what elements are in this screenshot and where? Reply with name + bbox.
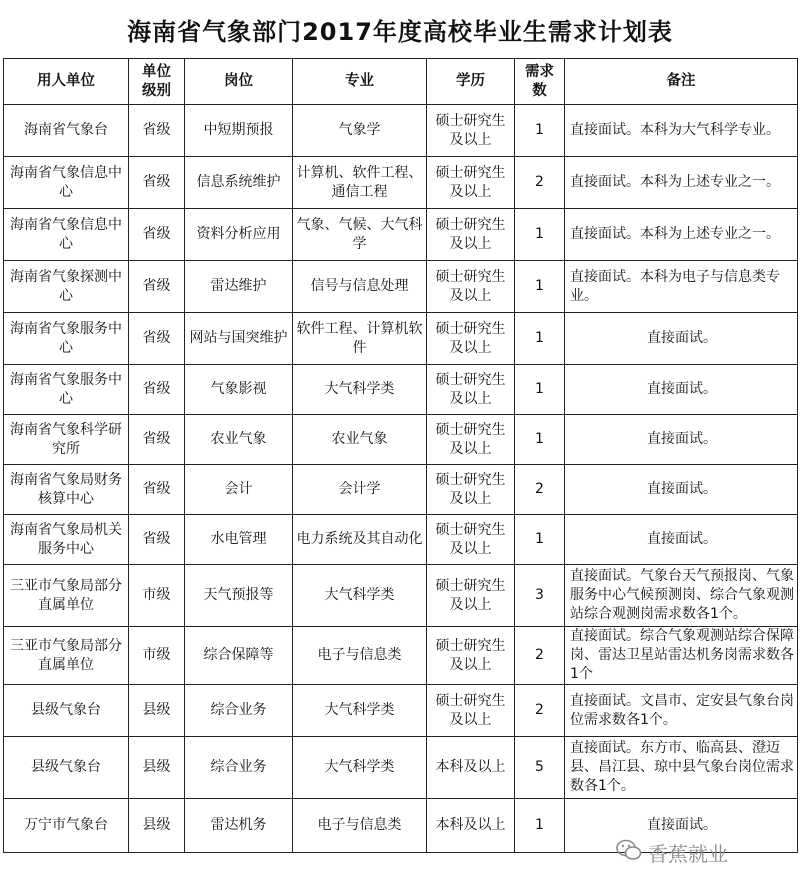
cell-post: 雷达维护 [185, 261, 293, 313]
cell-level: 省级 [129, 157, 185, 209]
cell-unit: 海南省气象局机关服务中心 [4, 515, 129, 565]
cell-unit: 海南省气象信息中心 [4, 209, 129, 261]
cell-notes: 直接面试。气象台天气预报岗、气象服务中心气候预测岗、综合气象观测站综合观测岗需求数各1个。 [565, 565, 798, 627]
cell-unit: 三亚市气象局部分直属单位 [4, 565, 129, 627]
cell-unit: 海南省气象信息中心 [4, 157, 129, 209]
header-post: 岗位 [185, 59, 293, 105]
cell-notes: 直接面试。本科为大气科学专业。 [565, 105, 798, 157]
cell-notes: 直接面试。 [565, 415, 798, 465]
cell-education: 硕士研究生及以上 [427, 157, 515, 209]
table-row [4, 627, 798, 685]
cell-major: 大气科学类 [293, 685, 427, 737]
cell-notes: 直接面试。 [565, 515, 798, 565]
cell-major: 计算机、软件工程、通信工程 [293, 157, 427, 209]
cell-unit: 海南省气象科学研究所 [4, 415, 129, 465]
cell-major: 气象、气候、大气科学 [293, 209, 427, 261]
table-row [4, 313, 798, 365]
cell-notes: 直接面试。东方市、临高县、澄迈县、昌江县、琼中县气象台岗位需求数各1个。 [565, 737, 798, 799]
cell-level: 县级 [129, 737, 185, 799]
cell-education: 硕士研究生及以上 [427, 515, 515, 565]
table-row [4, 737, 798, 799]
cell-unit: 三亚市气象局部分直属单位 [4, 627, 129, 685]
cell-count: 2 [515, 465, 565, 515]
cell-level: 省级 [129, 105, 185, 157]
cell-post: 会计 [185, 465, 293, 515]
table-row [4, 209, 798, 261]
cell-count: 2 [515, 627, 565, 685]
cell-notes: 直接面试。 [565, 313, 798, 365]
cell-notes: 直接面试。文昌市、定安县气象台岗位需求数各1个。 [565, 685, 798, 737]
cell-notes: 直接面试。 [565, 365, 798, 415]
cell-notes: 直接面试。 [565, 465, 798, 515]
cell-level: 省级 [129, 365, 185, 415]
wechat-logo-icon [616, 839, 648, 866]
header-unit: 用人单位 [4, 59, 129, 105]
table-row [4, 465, 798, 515]
cell-education: 硕士研究生及以上 [427, 465, 515, 515]
cell-post: 综合业务 [185, 685, 293, 737]
cell-count: 1 [515, 105, 565, 157]
table-row [4, 105, 798, 157]
cell-unit: 海南省气象局财务核算中心 [4, 465, 129, 515]
cell-education: 硕士研究生及以上 [427, 209, 515, 261]
watermark-text: 香蕉就业 [648, 842, 728, 866]
cell-level: 省级 [129, 313, 185, 365]
cell-major: 大气科学类 [293, 737, 427, 799]
cell-unit: 万宁市气象台 [4, 799, 129, 853]
cell-count: 2 [515, 157, 565, 209]
cell-unit: 县级气象台 [4, 737, 129, 799]
header-education: 学历 [427, 59, 515, 105]
header-major: 专业 [293, 59, 427, 105]
table-row [4, 565, 798, 627]
cell-notes: 直接面试。 [565, 799, 798, 853]
cell-level: 省级 [129, 209, 185, 261]
cell-post: 资料分析应用 [185, 209, 293, 261]
cell-education: 本科及以上 [427, 799, 515, 853]
table-row [4, 515, 798, 565]
cell-notes: 直接面试。本科为上述专业之一。 [565, 209, 798, 261]
cell-post: 水电管理 [185, 515, 293, 565]
cell-post: 气象影视 [185, 365, 293, 415]
page-title: 海南省气象部门2017年度高校毕业生需求计划表 [127, 17, 673, 46]
cell-post: 天气预报等 [185, 565, 293, 627]
cell-post: 网站与国突维护 [185, 313, 293, 365]
cell-education: 本科及以上 [427, 737, 515, 799]
table-row [4, 415, 798, 465]
cell-count: 1 [515, 313, 565, 365]
table-row [4, 365, 798, 415]
cell-major: 农业气象 [293, 415, 427, 465]
header-row [4, 59, 798, 105]
cell-unit: 海南省气象服务中心 [4, 365, 129, 415]
header-level: 单位 级别 [129, 59, 185, 105]
cell-major: 信号与信息处理 [293, 261, 427, 313]
cell-post: 雷达机务 [185, 799, 293, 853]
cell-level: 省级 [129, 261, 185, 313]
header-notes: 备注 [565, 59, 798, 105]
cell-post: 中短期预报 [185, 105, 293, 157]
cell-post: 农业气象 [185, 415, 293, 465]
cell-count: 1 [515, 515, 565, 565]
cell-count: 1 [515, 261, 565, 313]
cell-major: 会计学 [293, 465, 427, 515]
cell-count: 1 [515, 799, 565, 853]
cell-post: 综合保障等 [185, 627, 293, 685]
cell-education: 硕士研究生及以上 [427, 415, 515, 465]
cell-major: 大气科学类 [293, 365, 427, 415]
cell-level: 省级 [129, 415, 185, 465]
cell-level: 县级 [129, 799, 185, 853]
cell-education: 硕士研究生及以上 [427, 261, 515, 313]
cell-education: 硕士研究生及以上 [427, 105, 515, 157]
cell-education: 硕士研究生及以上 [427, 685, 515, 737]
cell-level: 省级 [129, 515, 185, 565]
cell-count: 1 [515, 209, 565, 261]
cell-education: 硕士研究生及以上 [427, 365, 515, 415]
cell-education: 硕士研究生及以上 [427, 627, 515, 685]
cell-major: 大气科学类 [293, 565, 427, 627]
cell-count: 1 [515, 415, 565, 465]
cell-count: 2 [515, 685, 565, 737]
recruitment-table [3, 58, 798, 853]
cell-level: 省级 [129, 465, 185, 515]
table-row [4, 685, 798, 737]
cell-unit: 县级气象台 [4, 685, 129, 737]
cell-unit: 海南省气象服务中心 [4, 313, 129, 365]
cell-major: 电子与信息类 [293, 799, 427, 853]
cell-count: 1 [515, 365, 565, 415]
watermark [616, 838, 728, 867]
cell-level: 市级 [129, 565, 185, 627]
cell-education: 硕士研究生及以上 [427, 565, 515, 627]
cell-education: 硕士研究生及以上 [427, 313, 515, 365]
cell-major: 电力系统及其自动化 [293, 515, 427, 565]
cell-unit: 海南省气象探测中心 [4, 261, 129, 313]
table-row [4, 261, 798, 313]
cell-post: 信息系统维护 [185, 157, 293, 209]
cell-level: 县级 [129, 685, 185, 737]
cell-notes: 直接面试。本科为电子与信息类专业。 [565, 261, 798, 313]
cell-count: 5 [515, 737, 565, 799]
cell-notes: 直接面试。综合气象观测站综合保障岗、雷达卫星站雷达机务岗需求数各1个 [565, 627, 798, 685]
cell-notes: 直接面试。本科为上述专业之一。 [565, 157, 798, 209]
cell-unit: 海南省气象台 [4, 105, 129, 157]
header-count: 需求 数 [515, 59, 565, 105]
cell-major: 气象学 [293, 105, 427, 157]
cell-post: 综合业务 [185, 737, 293, 799]
cell-count: 3 [515, 565, 565, 627]
cell-level: 市级 [129, 627, 185, 685]
cell-major: 软件工程、计算机软件 [293, 313, 427, 365]
table-row [4, 157, 798, 209]
cell-major: 电子与信息类 [293, 627, 427, 685]
